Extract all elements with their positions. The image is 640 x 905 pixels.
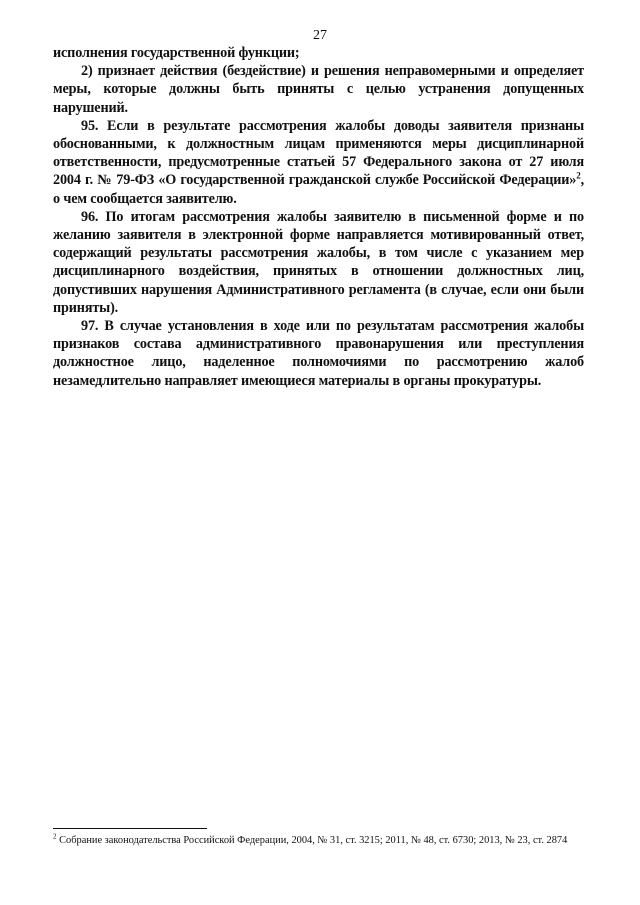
paragraph-95-text: 95. Если в результате рассмотрения жалобы доводы заявителя признаны обоснованными, к должностным лицам применяются меры дисциплинарной ответственности, предусмотренные статьей 57 Федерального закона от 27 июля 2004 г. № 79-ФЗ «О государственной гражданской службе Российской Федерации» <box>53 117 584 189</box>
footnote-marker: 2 <box>53 832 57 841</box>
paragraph-95-tail: , о чем сообщается заявителю. <box>53 172 584 207</box>
document-body <box>53 44 584 390</box>
page-number: 27 <box>313 28 327 43</box>
footnote <box>53 834 584 848</box>
footnote-text: Собрание законодательства Российской Федерации, 2004, № 31, ст. 3215; 2011, № 48, ст. 6730; 2013, № 23, ст. 2874 <box>56 835 568 846</box>
paragraph-continuation: исполнения государственной функции; <box>53 45 300 61</box>
paragraph-95 <box>53 117 584 208</box>
paragraph-97: 97. В случае установления в ходе или по результатам рассмотрения жалобы признаков состава административного правонарушения или преступления должностное лицо, наделенное полномочиями по рассмотрению жалоб незамедлительно направляет имеющиеся материалы в органы прокуратуры. <box>53 318 584 389</box>
footnote-reference: 2 <box>576 170 581 181</box>
paragraph-item-2: 2) признает действия (бездействие) и решения неправомерными и определяет меры, которые должны быть приняты с целью устранения допущенных нарушений. <box>53 63 584 116</box>
footnote-divider <box>53 828 207 829</box>
paragraph-96: 96. По итогам рассмотрения жалобы заявителю в письменной форме и по желанию заявителя в электронной форме направляется мотивированный ответ, содержащий результаты рассмотрения жалобы, в том числе с указанием мер дисциплинарного воздействия, принятых в отношении должностных лиц, допустивших нарушения Административного регламента (в случае, если они были приняты). <box>53 208 584 316</box>
